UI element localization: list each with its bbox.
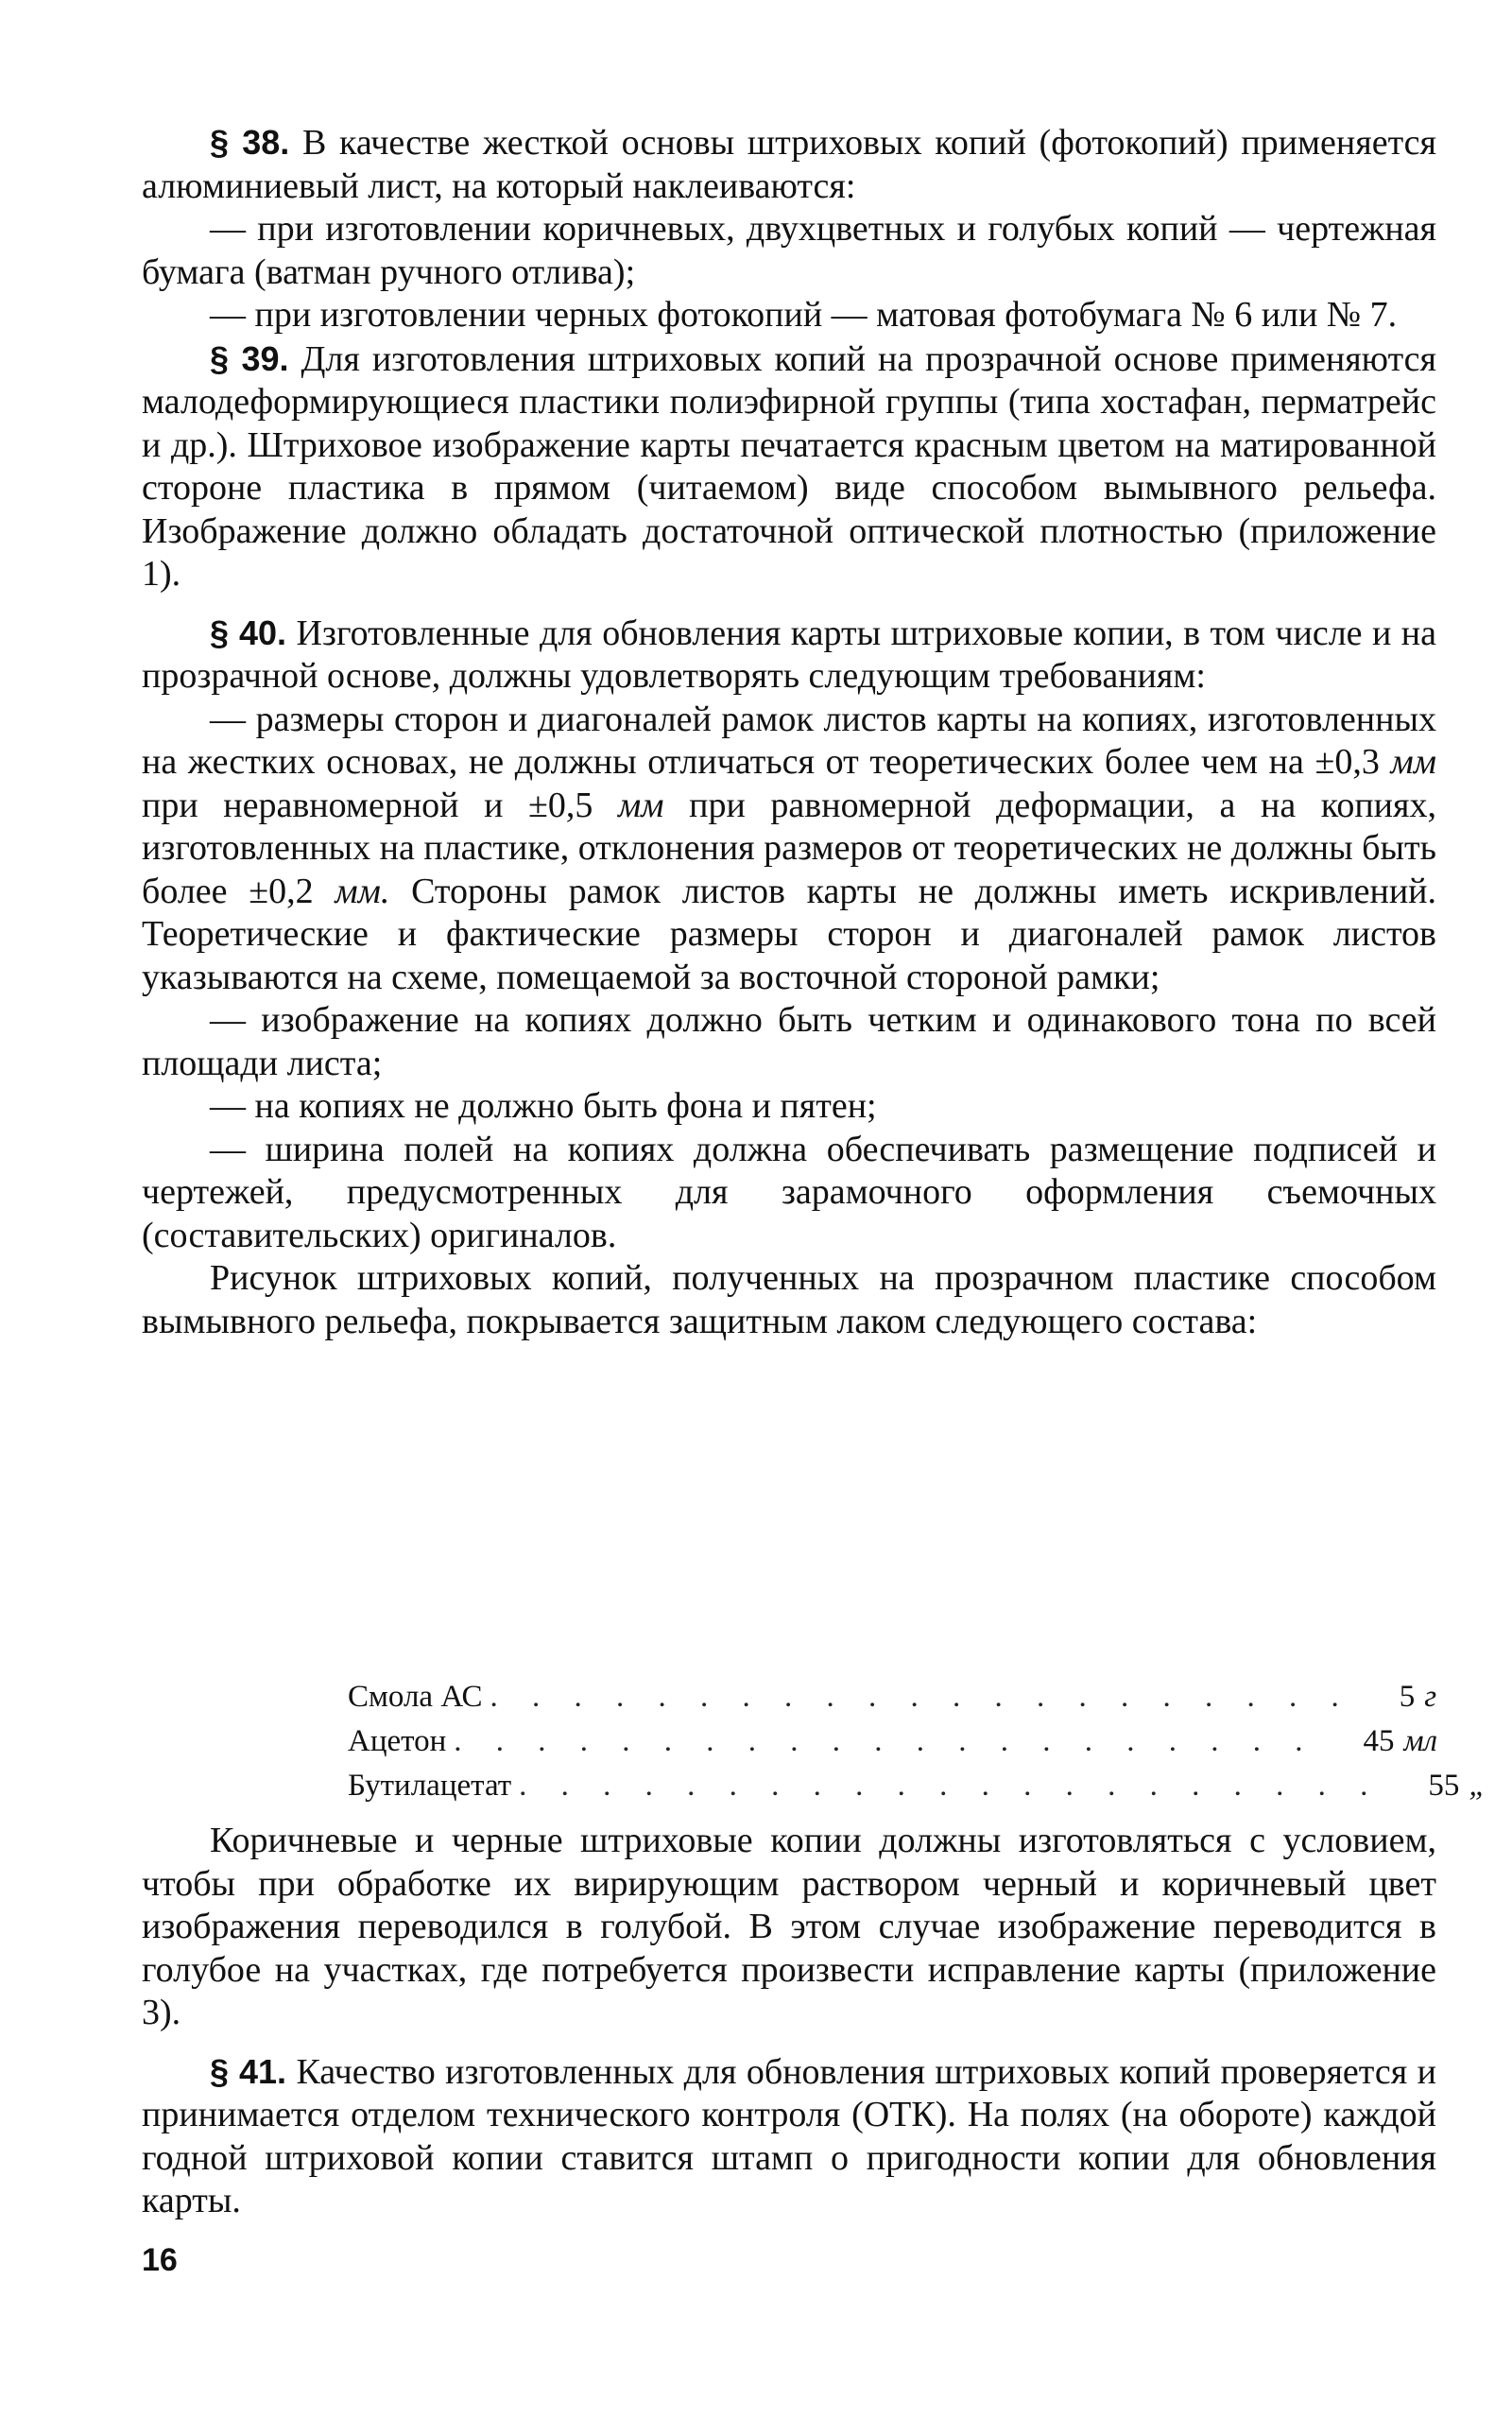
list-item: — при изготовлении коричневых, двухцветных и голубых копий — чертежная бумага (ватман ручного отлива); [142,209,1436,292]
section-number: § 40. [210,613,287,652]
ingredient-quantity [1428,1769,1512,1804]
quantity-value: 45 [1363,1724,1395,1758]
list-item: — ширина полей на копиях должна обеспечивать размещение подписей и чертежей, предусмотренных для зарамочного оформления съемочных (составительских) оригиналов. [142,1129,1436,1255]
recipe-row [348,1724,1437,1769]
recipe-row [348,1769,1486,1813]
item-text: — размеры сторон и диагоналей рамок листов карты на копиях, изготовленных на жестких основах, не должны отличаться от теоретических более чем на ±0,3 [142,699,1436,782]
item-text: при неравномерной и ±0,5 [142,785,619,825]
color-conversion-note: Коричневые и черные штриховые копии должны изготовляться с условием, чтобы при обработке их вирирующим раствором черный и коричневый цвет изображения переводился в голубой. В этом случае изображение переводится в голубое на участках, где потребуется произвести исправление карты (приложение 3). [142,1821,1436,2032]
section-39 [142,337,1436,596]
paragraph-text: Качество изготовленных для обновления штриховых копий проверяется и принимается отделом технического контроля (ОТК). На полях (на обороте) каждой годной штриховой копии ставится штамп о пригодности копии для обновления карты. [142,2051,1436,2220]
recipe-row [348,1680,1437,1724]
ingredient-quantity [1364,1724,1448,1759]
page-number: 16 [142,2242,178,2278]
ingredient-name: Бутилацетат [348,1769,512,1803]
lacquer-intro: Рисунок штриховых копий, полученных на прозрачном пластике способом вымывного рельефа, покрывается защитным лаком следующего состава: [142,1258,1436,1341]
list-item: — изображение на копиях должно быть четким и одинакового тона по всей площади листа; [142,1000,1436,1083]
section-41 [142,2050,1436,2223]
quantity-value: 55 [1428,1769,1460,1803]
item-text: Стороны рамок листов карты не должны иметь искривлений. Теоретические и фактические размеры сторон и диагоналей рамок листов указываются на схеме, помещаемой за восточной стороной рамки; [142,871,1436,997]
dot-leader: . . . . . . . . . . . . . . . . . . . . . [519,1769,1382,1803]
lacquer-recipe-table [348,1680,1486,1813]
list-item: — на копиях не должно быть фона и пятен; [210,1086,877,1126]
list-item [142,699,1436,1000]
dot-leader: . . . . . . . . . . . . . . . . . . . . . [454,1724,1316,1758]
ingredient-name: Ацетон [348,1724,447,1758]
quantity-unit: мл [1403,1724,1437,1758]
dot-leader: . . . . . . . . . . . . . . . . . . . . . [490,1680,1352,1714]
paragraph-text: Для изготовления штриховых копий на прозрачной основе применяются малодеформирующиеся пластики полиэфирной группы (типа хостафан, перматрейс и др.). Штриховое изображение карты печатается красным цветом на матированной стороне пластика в прямом (читаемом) виде способом вымывного рельефа. Изображение должно обладать достаточной оптической плотностью (приложение 1). [142,338,1436,594]
ingredient-name: Смола АС [348,1680,483,1714]
text-block-lower [142,1820,1436,2223]
list-item: — при изготовлении черных фотокопий — матовая фотобумага № 6 или № 7. [210,295,1398,335]
ingredient-quantity [1400,1680,1469,1715]
section-number: § 41. [210,2051,287,2091]
quantity-unit: г [1424,1680,1437,1714]
unit-label: мм [1390,742,1436,782]
section-38 [142,121,1436,208]
section-number: § 39. [210,338,289,378]
item-text: при равномерной деформации, а на копиях, изготовленных на пластике, отклонения размеров от теоретических не должны быть более ±0,2 [142,785,1436,911]
paragraph-text: В качестве жесткой основы штриховых копий (фотокопий) применяется алюминиевый лист, на который наклеиваются: [142,123,1436,206]
quantity-value: 5 [1399,1680,1416,1714]
text-block-upper [142,121,1436,1343]
section-40 [142,612,1436,699]
quantity-unit: „ [1469,1769,1486,1803]
paragraph-text: Изготовленные для обновления карты штриховые копии, в том числе и на прозрачной основе, должны удовлетворять следующим требованиям: [142,613,1436,696]
unit-label: мм. [335,871,390,911]
unit-label: мм [618,785,664,825]
section-number: § 38. [210,123,290,162]
